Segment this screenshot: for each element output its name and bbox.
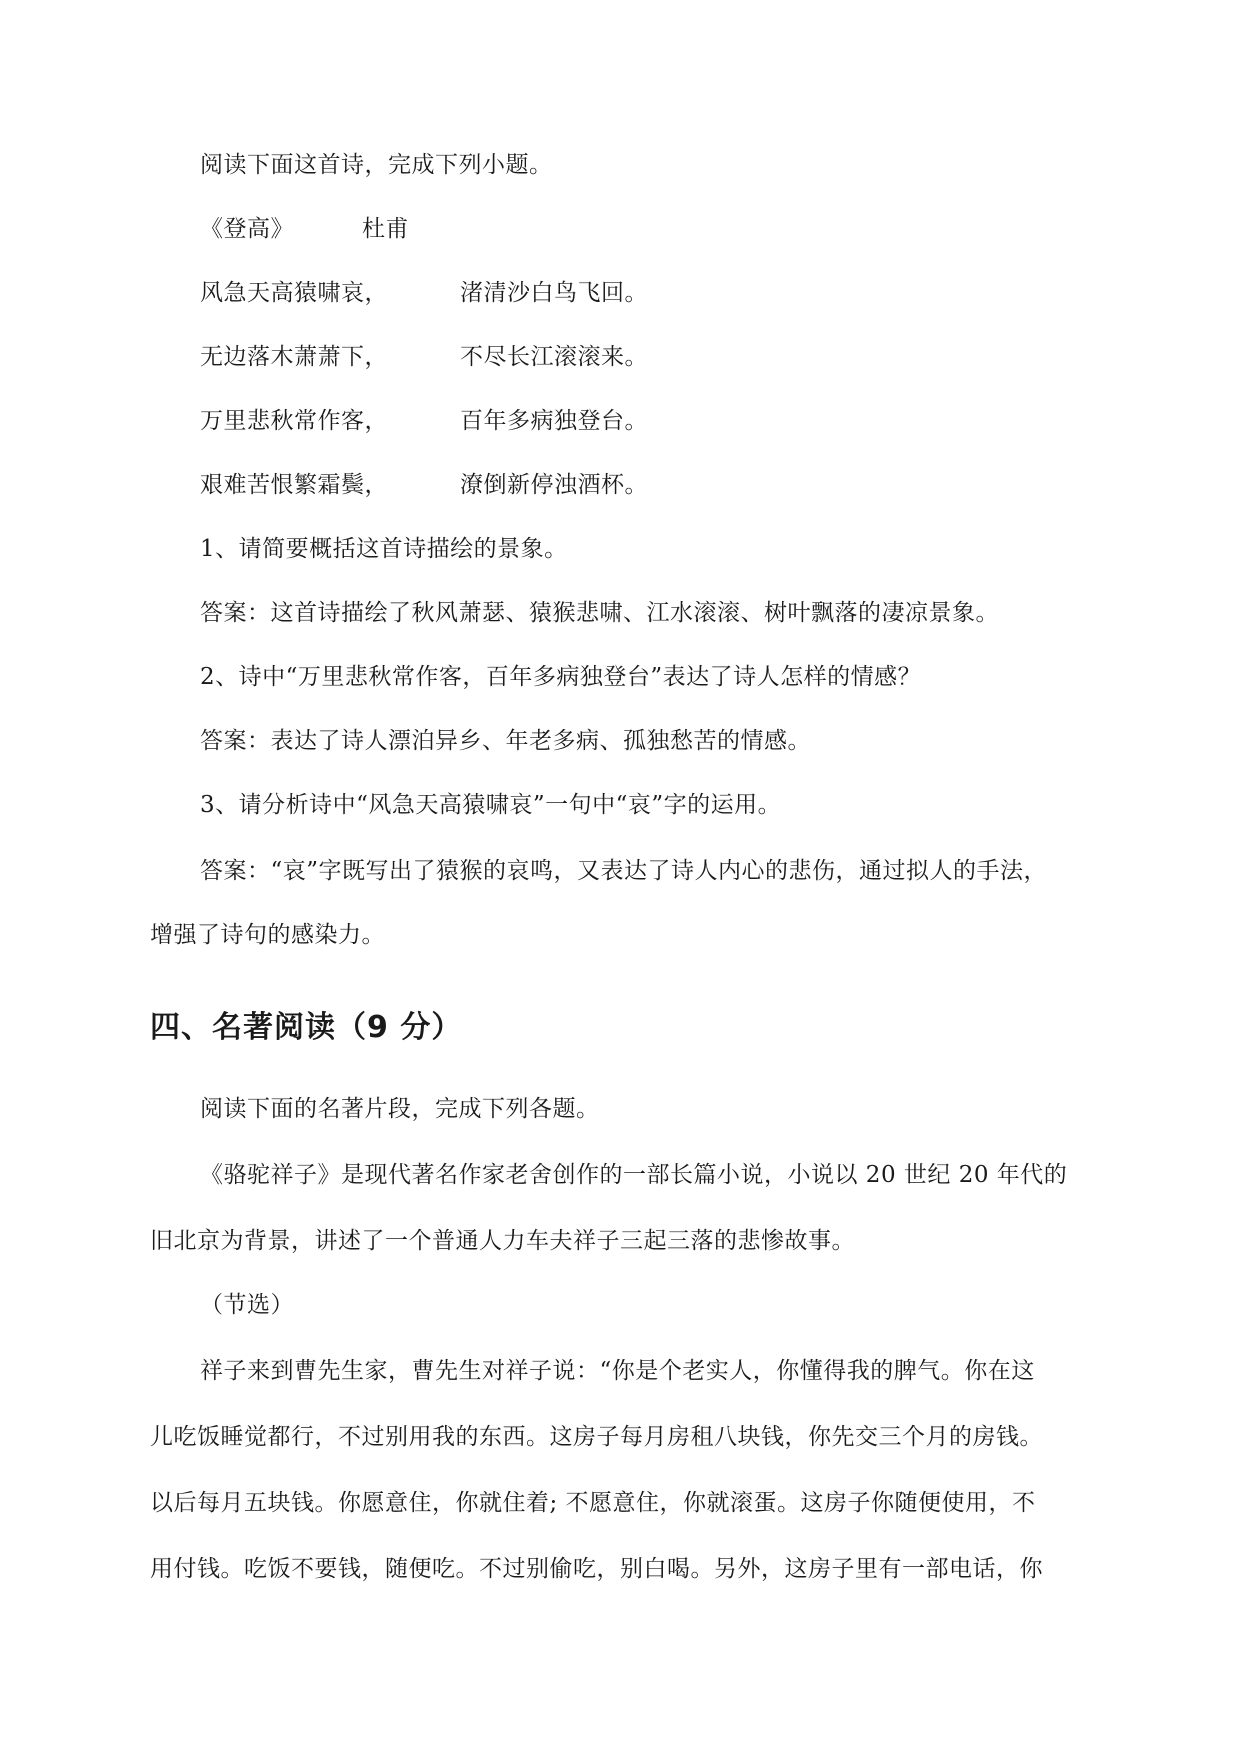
answer-3: 答案：“哀”字既写出了猿猴的哀鸣，又表达了诗人内心的悲伤，通过拟人的手法， (200, 858, 1048, 884)
poem-author: 杜甫 (362, 216, 409, 242)
poem-intro: 阅读下面这首诗，完成下列小题。 (200, 152, 553, 178)
poem-line-3-first: 万里悲秋常作客， (200, 408, 388, 434)
excerpt-line-1: 祥子来到曹先生家，曹先生对祥子说：“你是个老实人，你懂得我的脾气。你在这 (200, 1358, 1035, 1384)
book-intro-line-2: 旧北京为背景，讲述了一个普通人力车夫祥子三起三落的悲惨故事。 (150, 1228, 855, 1254)
poem-line-4-first: 艰难苦恨繁霜鬓， (200, 472, 388, 498)
excerpt-line-4: 用付钱。吃饭不要钱，随便吃。不过别偷吃，别白喝。另外，这房子里有一部电话，你 (150, 1556, 1043, 1582)
poem-line-1-first: 风急天高猿啸哀， (200, 280, 388, 306)
poem-line-2-first: 无边落木萧萧下， (200, 344, 388, 370)
question-3: 3、请分析诗中“风急天高猿啸哀”一句中“哀”字的运用。 (200, 792, 782, 818)
excerpt-line-3: 以后每月五块钱。你愿意住，你就住着; 不愿意住，你就滚蛋。这房子你随便使用，不 (150, 1490, 1036, 1516)
poem-title: 《登高》 (200, 216, 294, 242)
poem-line-4-second: 潦倒新停浊酒杯。 (460, 472, 648, 498)
poem-line-1-second: 渚清沙白鸟飞回。 (460, 280, 648, 306)
answer-3-continued: 增强了诗句的感染力。 (150, 922, 385, 948)
section-intro: 阅读下面的名著片段，完成下列各题。 (200, 1096, 600, 1122)
poem-line-3-second: 百年多病独登台。 (460, 408, 648, 434)
excerpt-line-2: 儿吃饭睡觉都行，不过别用我的东西。这房子每月房租八块钱，你先交三个月的房钱。 (150, 1424, 1043, 1450)
section-heading: 四、名著阅读（9 分） (150, 1010, 463, 1045)
answer-2: 答案：表达了诗人漂泊异乡、年老多病、孤独愁苦的情感。 (200, 728, 811, 754)
excerpt-label: （节选） (200, 1292, 294, 1318)
book-intro-line-1: 《骆驼祥子》是现代著名作家老舍创作的一部长篇小说，小说以 20 世纪 20 年代的 (200, 1162, 1068, 1188)
question-1: 1、请简要概括这首诗描绘的景象。 (200, 536, 568, 562)
answer-1: 答案：这首诗描绘了秋风萧瑟、猿猴悲啸、江水滚滚、树叶飘落的凄凉景象。 (200, 600, 999, 626)
question-2: 2、诗中“万里悲秋常作客，百年多病独登台”表达了诗人怎样的情感？ (200, 664, 922, 690)
poem-line-2-second: 不尽长江滚滚来。 (460, 344, 648, 370)
